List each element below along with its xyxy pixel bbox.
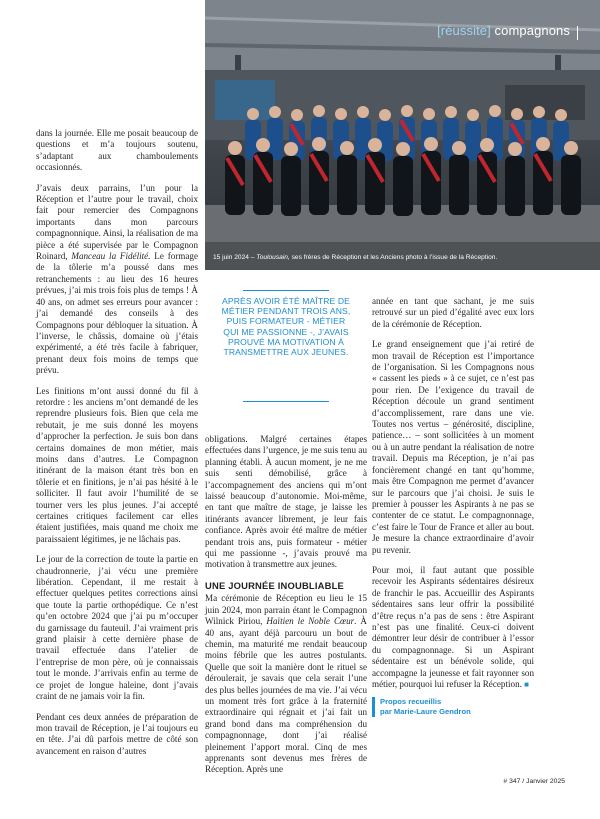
subheading: UNE JOURNÉE INOUBLIABLE xyxy=(205,579,344,591)
signature xyxy=(380,697,471,717)
paragraph: Le grand enseignement que j’ai retiré de mon travail de Réception est l’importance de l’organisation. Si les Compagnons nous « cassent les pieds » à ce sujet, ce n’est pas pour rien. De l’exigence du travail de Réception découle un grand sentiment d’accomplissement, rare dans une vie. Toutes nos vertus – générosité, discipline, patience… – sont sollicitées à un moment ou à un autre pendant la réalisation de notre travail. Depuis ma Réception, je n’ai pas foncièrement changé en tant qu’homme, mais être Compagnon me permet d’avancer sur le parcours que j’ai choisi. Je suis le premier à pousser les Aspirants à ne pas se contenter de ce statut. Le compagnonnage, c’est faire le Tour de France et aller au bout. Je mesure la chance extraordinaire d’avoir pu revenir. xyxy=(372,339,534,555)
paragraph: année en tant que sachant, je me suis retrouvé sur un pied d’égalité avec eux lors de la cérémonie de Réception. xyxy=(372,296,534,329)
paragraph: obligations. Malgré certaines étapes effectuées dans l’urgence, je me suis tenu au planning établi. À aucun moment, je ne me suis senti démobilisé, grâce à l’accompagnement des anciens qui m’ont laissé beaucoup d’autonomie. Moi-même, en tant que maître de stage, je laisse les itinérants avancer librement, je leur fais confiance. Après avoir été maître de métier pendant trois ans, puis formateur - métier qui me passionne -, j’avais prouvé ma motivation à transmettre aux jeunes. xyxy=(205,434,367,570)
signature-line-1: Propos recueillis xyxy=(380,697,442,706)
paragraph: J’avais deux parrains, l’un pour la Réception et l’autre pour le travail, choix fait pour remercier des Compagnons importants dans mon parcours compagnonnique. Ainsi, la réalisation de ma pièce a été supervisée par le Compagnon Roinard, Manceau la Fidélité. Le formage de la tôlerie m’a poussé dans mes retranchements : au lieu des 16 heures prévues, j’ai mis trois fois plus de temps ! À 40 ans, on admet ses erreurs pour avancer : j’ai demandé des conseils à des Compagnons pour débloquer la situation. À l’inverse, le châssis, domaine où j’étais expérimenté, a été très facile à fabriquer, prenant deux fois moins de temps que prévu. xyxy=(36,182,198,376)
signature-line-2: par Marie-Laure Gendron xyxy=(380,707,471,716)
paragraph: Le jour de la correction de toute la partie en chaudronnerie, j’ai vécu une première libération. Cependant, il me restait à effectuer quelques petites corrections ainsi que toute la partie orthopédique. Ce n’est qu’en octobre 2024 que j’ai pu m’occuper du garnissage du fauteuil. J’ai vraiment pris grand plaisir à cette dernière phase de travail effectuée dans l’atelier de l’entreprise de mon père, où je connaissais tout le monde. J’arrivais enfin au terme de ce projet de longue haleine, dont j’avais craint de ne jamais voir la fin. xyxy=(36,554,198,702)
section-label xyxy=(437,23,570,38)
column-2 xyxy=(205,434,367,776)
pullquote-rule-top xyxy=(243,290,329,291)
running-header xyxy=(0,0,600,45)
header-divider xyxy=(577,26,578,40)
paragraph: Pour moi, il faut autant que possible recevoir les Aspirants sédentaires désireux de franchir le pas. Accueillir des Aspirants sédentaires sans leur offrir la possibilité d’être reçus n’a pas de sens : être Aspirant n’est pas une finalité. Ceux-ci doivent démontrer leur désir de contribuer à l’essor du compagnonnage. Si un Aspirant sédentaire est un bénévole solide, qui accompagne la jeunesse et fait rayonner son métier, pourquoi lui refuser la Réception. ■ xyxy=(372,564,534,689)
paragraph: Pendant ces deux années de préparation de mon travail de Réception, je l’ai toujours eu en tête. J’ai dû parfois mettre de côté son avancement en raison d’autres xyxy=(36,711,198,756)
photo-caption: 15 juin 2024 – Toulousain, ses frères de Réception et les Anciens photo à l’issue de la Réception. xyxy=(213,254,498,261)
paragraph: Ma cérémonie de Réception eu lieu le 15 juin 2024, mon parrain étant le Compagnon Wilnick Piriou, Haïtien le Noble Cœur. À 40 ans, ayant déjà parcouru un bout de chemin, ma maturité me rendait beaucoup moins fébrile que les autres postulants. Quelle que soit la manière dont le rituel se déroulerait, je savais que cela serait l’une des plus belles journées de ma vie. J’ai vécu un moment très fort grâce à la fraternité extraordinaire qui régnait et j’ai fait un grand bond dans ma compréhension du compagnonnage, dont j’ai réalisé pleinement l’apport moral. Cinq de mes apprenants sont devenus mes frères de Réception. Après une xyxy=(205,593,367,775)
pullquote: APRÈS AVOIR ÉTÉ MAÎTRE DE MÉTIER PENDANT TROIS ANS, PUIS FORMATEUR - MÉTIER QUI ME PASSIONNE -, J’AVAIS PROUVÉ MA MOTIVATION À TRANSMETTRE AUX JEUNES. xyxy=(221,296,351,358)
paragraph: Les finitions m’ont aussi donné du fil à retordre : les anciens m’ont demandé de les reprendre plusieurs fois. Bien que cela me rebutait, je me suis donné les moyens d’approcher la perfection. Je suis bon dans certains domaines de mon métier, mais moins dans d’autres. Le Compagnon itinérant de la maison étant très bon en tôlerie et en finitions, je n’ai pas hésité à le solliciter. Il faut avoir l’humilité de se tourner vers les plus jeunes. J’ai accepté certaines critiques facilement car elles étaient justifiées, mais quand me choix me paraissaient légitimes, je ne lâchais pas. xyxy=(36,385,198,544)
pullquote-rule-bottom xyxy=(243,401,329,402)
column-1 xyxy=(36,128,198,757)
signature-bar xyxy=(372,697,375,717)
end-mark-icon: ■ xyxy=(524,680,530,689)
section-category: compagnons xyxy=(494,23,570,38)
section-tag: [réussite] xyxy=(437,23,491,38)
column-3 xyxy=(372,296,534,690)
page-folio: # 347 / Janvier 2025 xyxy=(503,778,565,785)
paragraph: dans la journée. Elle me posait beaucoup de questions et m’a toujours soutenu, s’adaptant aux chamboulements occasionnés. xyxy=(36,128,198,173)
